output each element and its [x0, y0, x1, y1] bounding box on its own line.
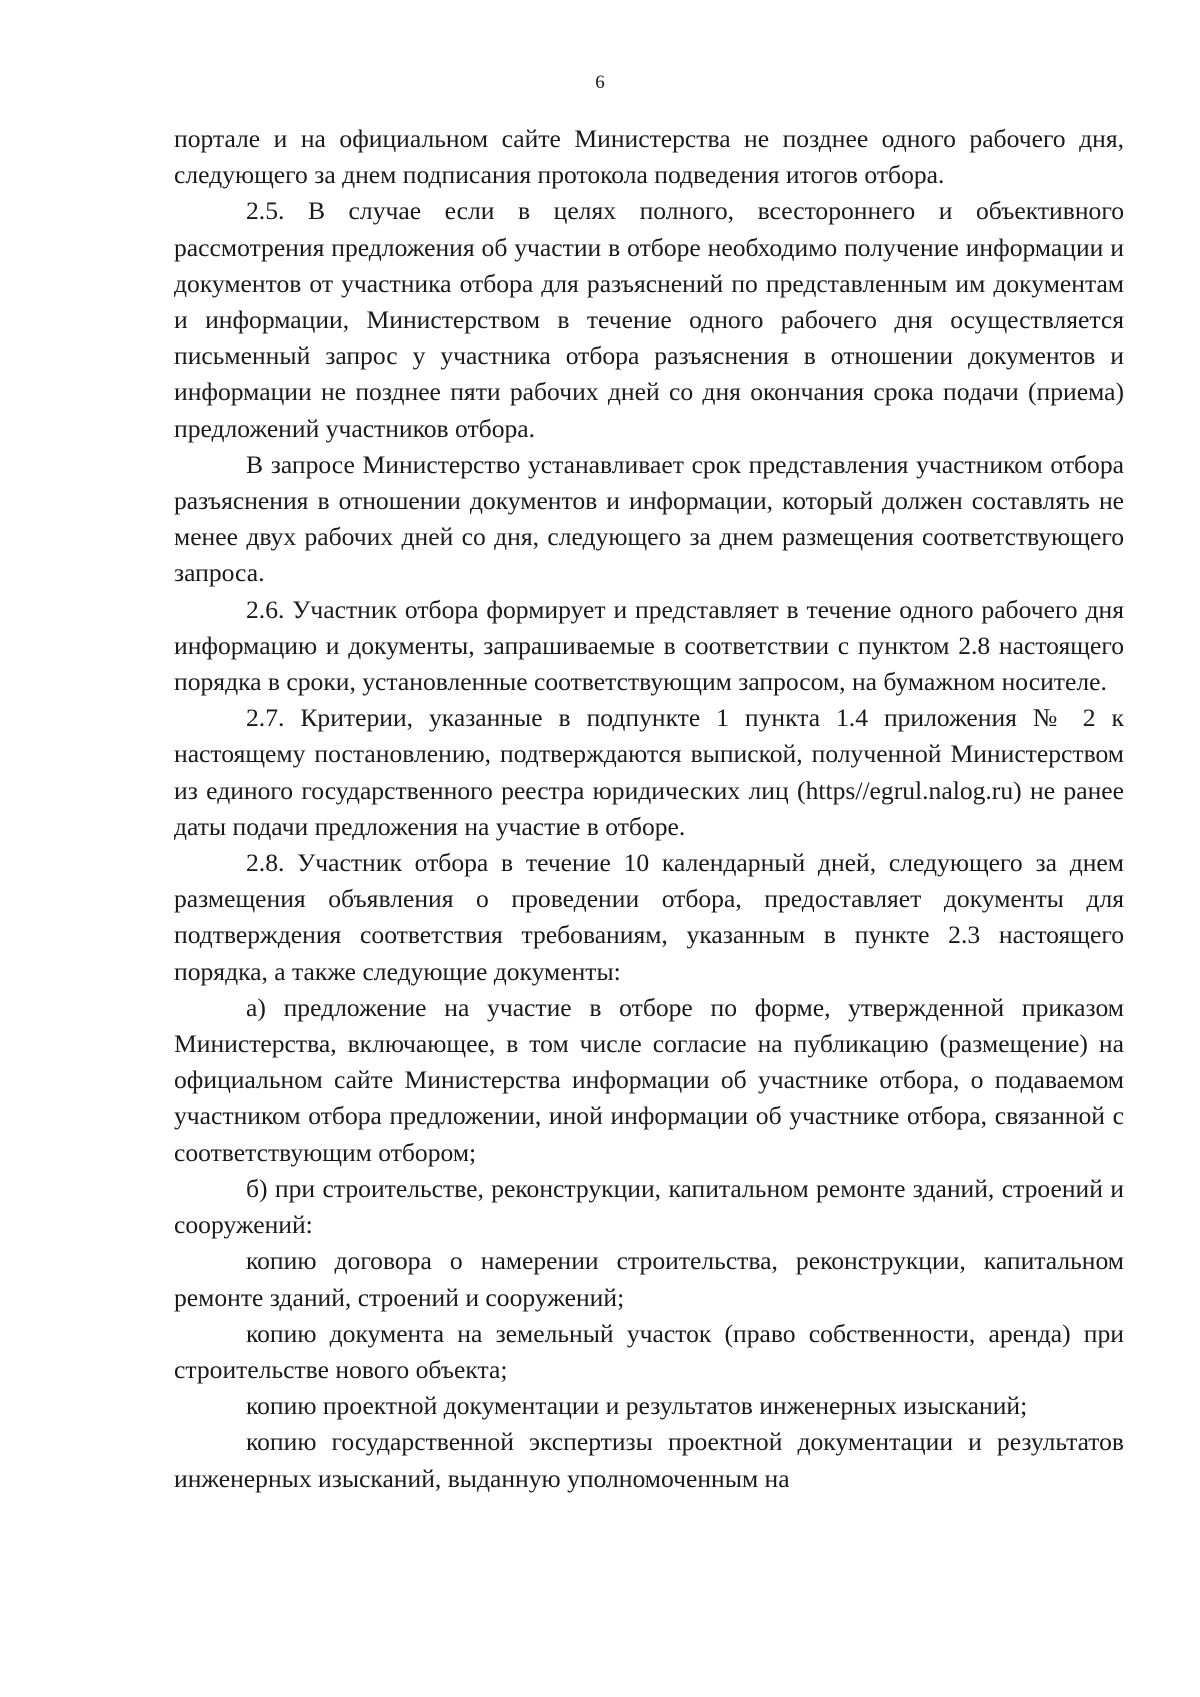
paragraph-request-deadline: В запросе Министерство устанавливает срок представления участником отбора разъяснения в отношении документов и информации, который должен составлять не менее двух рабочих дней со дня, следующего за днем размещения соответствующего запроса.: [174, 449, 1124, 588]
paragraph-2-8: 2.8. Участник отбора в течение 10 календарный дней, следующего за днем размещения объявления о проведении отбора, предоставляет документы для подтверждения соответствия требованиям, указанным в пункте 2.3 настоящего порядка, а также следующие документы:: [174, 848, 1124, 986]
paragraph-item-a: а) предложение на участие в отборе по форме, утвержденной приказом Министерства, включающее, в том числе согласие на публикацию (размещение) на официальном сайте Министерства информации об участнике отбора, о подаваемом участником отбора предложении, иной информации об участнике отбора, связанной с соответствующим отбором;: [174, 992, 1124, 1167]
paragraph-2-7: 2.7. Критерии, указанные в подпункте 1 пункта 1.4 приложения № 2 к настоящему постановлению, подтверждаются выпиской, полученной Министерством из единого государственного реестра юридических лиц (https//egrul.nalog.ru) не ранее даты подачи предложения на участие в отборе.: [174, 703, 1124, 841]
paragraph-contract-copy: копию договора о намерении строительства, реконструкции, капитальном ремонте зданий, строений и сооружений;: [174, 1246, 1124, 1312]
paragraph-land-document-copy: копию документа на земельный участок (право собственности, аренда) при строительстве нового объекта;: [174, 1318, 1124, 1384]
paragraph-item-b: б) при строительстве, реконструкции, капитальном ремонте зданий, строений и сооружений:: [174, 1173, 1124, 1240]
paragraph-2-6: 2.6. Участник отбора формирует и представляет в течение одного рабочего дня информацию и документы, запрашиваемые в соответствии с пунктом 2.8 настоящего порядка в сроки, установленные соответствующим запросом, на бумажном носителе.: [174, 594, 1124, 697]
paragraph-2-5: 2.5. В случае если в целях полного, всестороннего и объективного рассмотрения предложения об участии в отборе необходимо получение информации и документов от участника отбора для разъяснений по представленным им документам и информации, Министерством в течение одного рабочего дня осуществляется письменный запрос у участника отбора разъяснения в отношении документов и информации не позднее пяти рабочих дней со дня окончания срока подачи (приема) предложений участников отбора.: [174, 196, 1124, 443]
paragraph-expertise-copy: копию государственной экспертизы проектной документации и результатов инженерных изысканий, выданную уполномоченным на: [174, 1427, 1124, 1493]
page-number: 6: [595, 72, 605, 93]
document-body: [174, 121, 1124, 1497]
paragraph-continuation: портале и на официальном сайте Министерства не позднее одного рабочего дня, следующего за днем подписания протокола подведения итогов отбора.: [174, 124, 1124, 190]
paragraph-project-documentation-copy: копию проектной документации и результатов инженерных изысканий;: [246, 1391, 1028, 1421]
